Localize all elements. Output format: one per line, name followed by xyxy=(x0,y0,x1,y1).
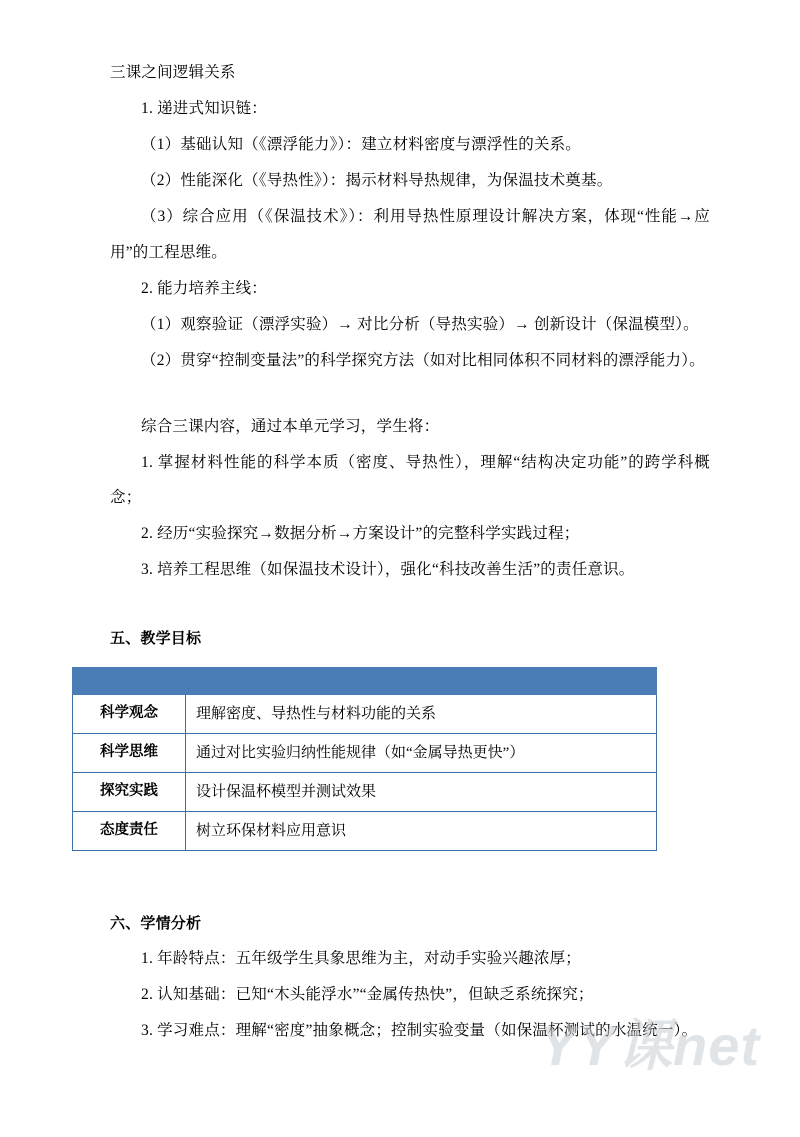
table-cell-dimension: 科学思维 xyxy=(73,733,186,772)
table-cell-dimension: 科学观念 xyxy=(73,694,186,733)
paragraph-analysis-3: 3. 学习难点：理解“密度”抽象概念；控制实验变量（如保温杯测试的水温统一）。 xyxy=(141,1022,698,1040)
table-row xyxy=(73,811,657,850)
paragraph-summary-1: 1. 掌握材料性能的科学本质（密度、导热性），理解“结构决定功能”的跨学科概念； xyxy=(110,453,710,507)
document-body xyxy=(100,55,710,1049)
table-row xyxy=(73,694,657,733)
table-header-row xyxy=(73,667,657,694)
paragraph-logic-title: 三课之间逻辑关系 xyxy=(110,64,236,81)
section-title-teaching-goals: 五、教学目标 xyxy=(110,630,202,648)
teaching-goals-table xyxy=(72,667,657,851)
paragraph-ability-line: 2. 能力培养主线： xyxy=(141,279,268,297)
spacer xyxy=(110,851,710,891)
paragraph-summary-intro: 综合三课内容，通过本单元学习，学生将： xyxy=(141,417,440,435)
table-cell-content: 理解密度、导热性与材料功能的关系 xyxy=(186,694,657,733)
spacer xyxy=(110,379,710,409)
table-cell-content: 通过对比实验归纳性能规律（如“金属导热更快”） xyxy=(186,733,657,772)
paragraph-knowledge-chain: 1. 递进式知识链： xyxy=(141,99,268,117)
table-row xyxy=(73,733,657,772)
table-header-cell-content xyxy=(186,667,657,694)
paragraph-analysis-1: 1. 年龄特点：五年级学生具象思维为主，对动手实验兴趣浓厚； xyxy=(141,950,582,968)
section-title-student-analysis: 六、学情分析 xyxy=(110,914,202,932)
paragraph-summary-2: 2. 经历“实验探究→数据分析→方案设计”的完整科学实践过程； xyxy=(141,525,580,543)
table-row xyxy=(73,772,657,811)
paragraph-knowledge-3: （3）综合应用（《保温技术》）：利用导热性原理设计解决方案，体现“性能→应用”的工程思维。 xyxy=(110,207,710,261)
paragraph-knowledge-1: （1）基础认知（《漂浮能力》）：建立材料密度与漂浮性的关系。 xyxy=(141,135,582,153)
table-header-cell-dimension xyxy=(73,667,186,694)
paragraph-ability-2: （2）贯穿“控制变量法”的科学探究方法（如对比相同体积不同材料的漂浮能力）。 xyxy=(141,351,705,369)
paragraph-summary-3: 3. 培养工程思维（如保温技术设计），强化“科技改善生活”的责任意识。 xyxy=(141,561,635,579)
table-cell-dimension: 态度责任 xyxy=(73,811,186,850)
table-cell-content: 树立环保材料应用意识 xyxy=(186,811,657,850)
paragraph-knowledge-2: （2）性能深化（《导热性》）：揭示材料导热规律，为保温技术奠基。 xyxy=(141,171,613,189)
paragraph-ability-1: （1）观察验证（漂浮实验）→ 对比分析（导热实验）→ 创新设计（保温模型）。 xyxy=(141,315,699,333)
watermark: YY课net xyxy=(539,1014,760,1077)
spacer xyxy=(110,588,710,606)
table-cell-content: 设计保温杯模型并测试效果 xyxy=(186,772,657,811)
table-cell-dimension: 探究实践 xyxy=(73,772,186,811)
paragraph-analysis-2: 2. 认知基础：已知“木头能浮水”“金属传热快”，但缺乏系统探究； xyxy=(141,986,594,1004)
